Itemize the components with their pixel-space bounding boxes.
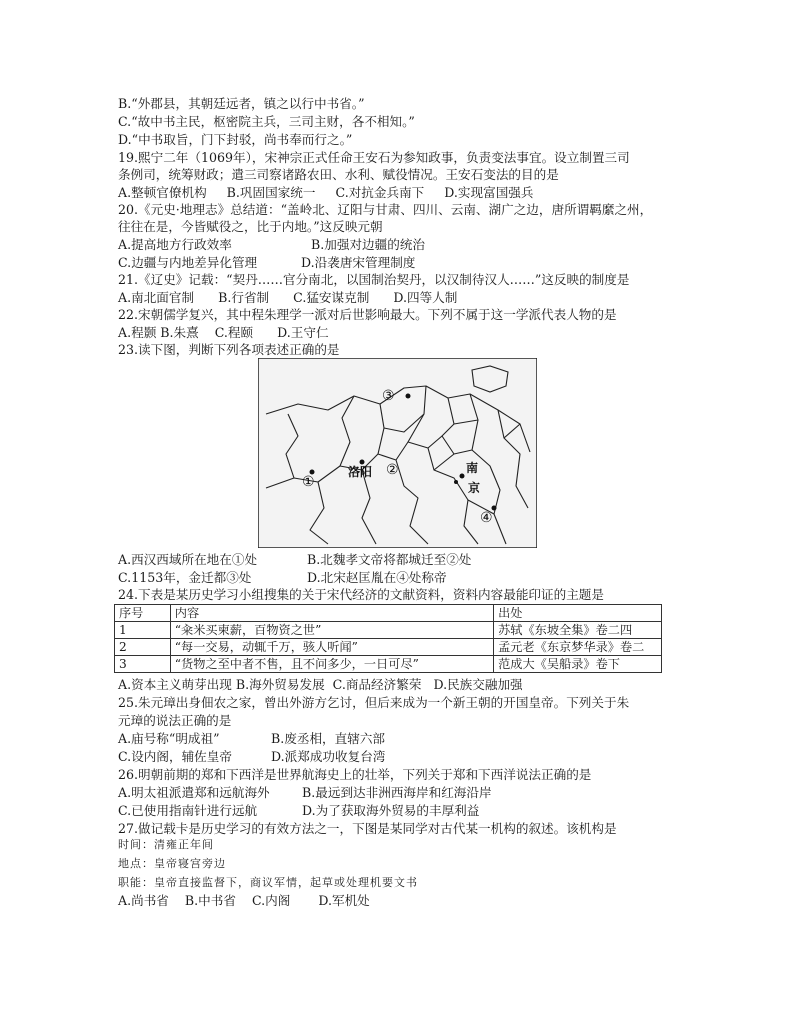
question-20-stem-1: 20.《元史·地理志》总结道：“盖岭北、辽阳与甘肃、四川、云南、湖广之边，唐所谓羁縻之州， bbox=[118, 202, 653, 217]
card-place: 地点：皇帝寝宫旁边 bbox=[118, 857, 226, 870]
question-19-options: A.整顿官僚机构 B.巩固国家统一 C.对抗金兵南下 D.实现富国强兵 bbox=[118, 185, 534, 200]
card-duty: 职能：皇帝直接监督下，商议军情，起草或处理机要文书 bbox=[118, 876, 418, 889]
question-27-stem: 27.做记载卡是历史学习的有效方法之一，下图是某同学对古代某一机构的叙述。该机构是 bbox=[118, 821, 617, 836]
question-20-stem-2: 往往在是，今皆赋役之，比于内地。”这反映元朝 bbox=[118, 219, 383, 234]
table-cell: 苏轼《东坡全集》卷二四 bbox=[494, 622, 662, 639]
table-cell: 2 bbox=[115, 639, 171, 656]
option-18b: B.“外郡县，其朝廷远者，镇之以行中书省。” bbox=[118, 96, 365, 111]
question-24-stem: 24.下表是某历史学习小组搜集的关于宋代经济的文献资料，资料内容最能印证的主题是 bbox=[118, 587, 604, 602]
table-header-cell: 内容 bbox=[170, 605, 493, 622]
label-nan: 南 bbox=[466, 461, 479, 475]
question-25-option-b: B.废丞相，直辖六部 bbox=[271, 731, 386, 746]
table-cell: “货物之至中者不售，且不问多少，一日可尽” bbox=[170, 656, 493, 673]
question-22-stem: 22.宋朝儒学复兴，其中程朱理学一派对后世影响最大。下列不属于这一学派代表人物的是 bbox=[118, 307, 617, 322]
question-20-option-d: D.沿袭唐宋管理制度 bbox=[301, 255, 416, 270]
question-22-options: A.程颢 B.朱熹 C.程颐 D.王守仁 bbox=[118, 325, 329, 340]
question-19-stem-1: 19.熙宁二年（1069年），宋神宗正式任命王安石为参知政事，负责变法事宜。设立制置三司 bbox=[118, 150, 630, 165]
question-25-stem-1: 25.朱元璋出身佃农之家，曾出外游方乞讨，但后来成为一个新王朝的开国皇帝。下列关于朱 bbox=[118, 695, 630, 710]
question-23-option-a: A.西汉西域所在地在①处 bbox=[118, 552, 258, 567]
table-header-cell: 序号 bbox=[115, 605, 171, 622]
question-20-option-b: B.加强对边疆的统治 bbox=[311, 237, 426, 252]
table-row bbox=[115, 656, 662, 673]
table-header-cell: 出处 bbox=[494, 605, 662, 622]
table-cell: 1 bbox=[115, 622, 171, 639]
question-26-option-a: A.明太祖派遣郑和远航海外 bbox=[118, 785, 270, 800]
question-26-option-b: B.最远到达非洲西海岸和红海沿岸 bbox=[302, 785, 492, 800]
question-19-stem-2: 条例司，统筹财政；遣三司察诸路农田、水利、赋役情况。王安石变法的目的是 bbox=[118, 167, 559, 182]
question-26-option-c: C.已使用指南针进行远航 bbox=[118, 803, 258, 818]
option-18d: D.“中书取旨，门下封驳，尚书奉而行之。” bbox=[118, 132, 353, 147]
question-26-option-d: D.为了获取海外贸易的丰厚利益 bbox=[302, 803, 480, 818]
table-row bbox=[115, 622, 662, 639]
question-20-option-a: A.提高地方行政效率 bbox=[118, 237, 232, 252]
label-jing: 京 bbox=[468, 481, 481, 495]
marker-2: ② bbox=[386, 462, 399, 478]
table-header-row bbox=[115, 605, 662, 622]
question-24-options: A.资本主义萌芽出现 B.海外贸易发展 C.商品经济繁荣 D.民族交融加强 bbox=[118, 677, 523, 692]
table-cell: 3 bbox=[115, 656, 171, 673]
economy-sources-table bbox=[114, 604, 662, 673]
question-20-option-c: C.边疆与内地差异化管理 bbox=[118, 255, 258, 270]
map-graphic bbox=[258, 358, 537, 548]
table-cell: “籴米买柬薪，百物资之世” bbox=[170, 622, 493, 639]
marker-4: ④ bbox=[480, 510, 493, 526]
question-23-option-c: C.1153年，金迁都③处 bbox=[118, 570, 252, 585]
marker-3: ③ bbox=[382, 388, 395, 404]
question-25-option-c: C.设内阁，辅佐皇帝 bbox=[118, 749, 232, 764]
question-23-stem: 23.读下图，判断下列各项表述正确的是 bbox=[118, 342, 340, 357]
question-26-stem: 26.明朝前期的郑和下西洋是世界航海史上的壮举，下列关于郑和下西洋说法正确的是 bbox=[118, 767, 592, 782]
table-cell: 孟元老《东京梦华录》卷二 bbox=[494, 639, 662, 656]
question-23-option-d: D.北宋赵匡胤在④处称帝 bbox=[307, 570, 447, 585]
historical-map bbox=[258, 358, 537, 548]
question-21-stem: 21.《辽史》记载：“契丹……官分南北，以国制治契丹，以汉制待汉人……”这反映的制度是 bbox=[118, 272, 630, 287]
table-row bbox=[115, 639, 662, 656]
table-cell: “每一交易，动辄千万，骇人听闻” bbox=[170, 639, 493, 656]
card-time: 时间：清雍正年间 bbox=[118, 838, 214, 851]
marker-1: ① bbox=[302, 474, 315, 490]
table-cell: 范成大《吴船录》卷下 bbox=[494, 656, 662, 673]
question-25-option-a: A.庙号称“明成祖” bbox=[118, 731, 220, 746]
question-21-options: A.南北面官制 B.行省制 C.猛安谋克制 D.四等人制 bbox=[118, 290, 458, 305]
question-25-stem-2: 元璋的说法正确的是 bbox=[118, 713, 232, 728]
question-23-option-b: B.北魏孝文帝将都城迁至②处 bbox=[307, 552, 472, 567]
option-18c: C.“故中书主民，枢密院主兵，三司主财，各不相知。” bbox=[118, 114, 415, 129]
label-luoyang: 洛阳 bbox=[348, 465, 373, 479]
question-27-options: A.尚书省 B.中书省 C.内阁 D.军机处 bbox=[118, 893, 370, 908]
question-25-option-d: D.派郑成功收复台湾 bbox=[271, 749, 386, 764]
